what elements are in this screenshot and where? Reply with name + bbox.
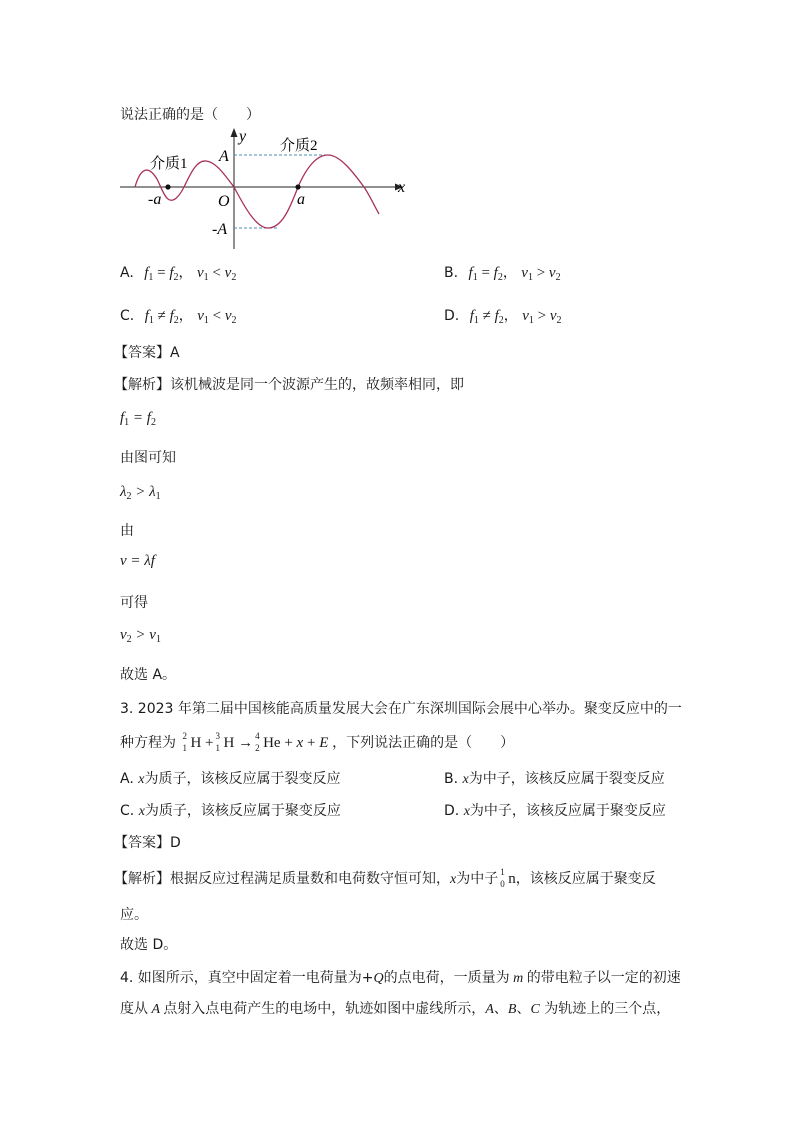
question-4-text: 的点电荷，一质量为 [383,970,510,986]
label-amplitude: A [219,148,229,165]
question-3-line-1: 3. 2023 年第二届中国核能高质量发展大会在广东深圳国际会展中心举办。聚变反应中的一 [120,701,682,717]
point-neg-a [165,184,170,189]
option-text: 为中子，该核反应属于裂变反应 [468,771,665,787]
option-letter: A. [120,771,134,787]
option-relation: = [481,265,490,281]
option-letter: B. [444,265,459,281]
option-d: D. x为中子，该核反应属于聚变反应 [444,803,666,819]
question-4-line-2: 度从 A 点射入点电荷产生的电场中，轨迹如图中虚线所示，A、B、C 为轨迹上的三个点， [120,1001,671,1017]
wave-figure [118,124,418,254]
question-3-text: ，下列说法正确的是（ ） [332,735,515,751]
option-letter: D. [444,308,460,324]
option-relation: < [212,265,221,281]
option-b: B. x为中子，该核反应属于裂变反应 [444,771,665,787]
equation-f1-f2: $f_1 = f_2$ [120,410,156,428]
equation-v-lambda-f: v = λf [120,553,155,569]
y-axis-arrow-icon [231,128,238,137]
label-medium-2: 介质2 [280,138,318,154]
wave-medium-2 [234,155,379,228]
question-3-text: 种方程为 [120,735,176,751]
step-text: 由图可知 [120,450,176,466]
option-relation: ≠ [482,308,491,324]
option-c: C. x为质子，该核反应属于聚变反应 [120,803,341,819]
conclusion: 故选 A。 [120,667,177,683]
answer-value: D [170,835,181,851]
analysis-tag: 【解析】 [114,871,170,887]
answer-line [114,342,180,362]
fusion-equation: 2 1 H + 3 1 H → 4 2 He + x + E [182,731,329,753]
label-x: x [398,179,406,196]
option-letter: C. [120,308,135,324]
analysis-text: ，该核反应属于聚变反 [515,871,656,887]
equation-velocity: $v_2 > v_1$ [120,627,161,645]
label-neg-amplitude: -A [212,221,228,238]
label-y: y [239,128,247,145]
label-a: a [297,191,305,208]
conclusion: 故选 D。 [120,937,178,953]
question-3-line-2 [120,732,514,752]
question-4-text: 的带电粒子以一定的初速 [526,970,681,986]
equation-wavelength: $\lambda_2 > \lambda_1$ [120,484,161,502]
option-text: 为中子，该核反应属于聚变反应 [469,803,666,819]
option-relation: = [157,265,166,281]
step-text: 由 [120,523,134,539]
option-letter: A. [120,265,134,281]
analysis-text: 该机械波是同一个波源产生的，故频率相同，即 [170,377,464,393]
answer-value: A [170,345,180,361]
label-origin: O [218,193,230,210]
option-relation: > [537,308,547,324]
option-letter: C. [120,803,135,819]
option-relation: ≠ [157,308,166,324]
question-4-line-1: 4. 如图所示，真空中固定着一电荷量为+Q的点电荷，一质量为 m 的带电粒子以一定的初速 [120,970,681,986]
analysis-text: 为中子 [456,871,499,887]
analysis-text: 根据反应过程满足质量数和电荷数守恒可知， [170,871,450,887]
label-neg-a: -a [148,191,162,208]
question-4-text: 度从 [120,1001,148,1017]
answer-tag: 【答案】 [114,345,170,361]
option-c: C. $f_1 \ne f_2$， $v_1 < v_2$ [120,308,237,326]
option-b: B. $f_1 = f_2$， $v_1 > v_2$ [444,265,561,283]
question-4-text: 为轨迹上的三个点， [544,1001,671,1017]
option-relation: < [212,308,222,324]
option-text: 为质子，该核反应属于聚变反应 [144,803,341,819]
question-4-text: 4. 如图所示，真空中固定着一电荷量为+ [120,970,374,986]
answer-line [114,832,181,852]
analysis-line [114,374,464,394]
option-d: D. $f_1 \ne f_2$， $v_1 > v_2$ [444,308,562,326]
question-4-text: 点射入点电荷产生的电场中，轨迹如图中虚线所示， [163,1001,486,1017]
question-stem-tail: 说法正确的是（ ） [120,107,260,123]
step-text: 可得 [120,595,148,611]
label-medium-1: 介质1 [150,156,188,172]
option-a: A. $f_1 = f_2$， $v_1 < v_2$ [120,265,237,283]
analysis-line-2: 应。 [120,907,148,923]
answer-tag: 【答案】 [114,835,170,851]
analysis-tag: 【解析】 [114,377,170,393]
option-relation: > [536,265,546,281]
option-a: A. x为质子，该核反应属于裂变反应 [120,771,341,787]
point-a [295,184,300,189]
analysis-line: 【解析】根据反应过程满足质量数和电荷数守恒可知，x为中子 1 0 n，该核反应属于聚变反 [114,867,656,889]
option-text: 为质子，该核反应属于裂变反应 [144,771,341,787]
option-letter: D. [444,803,460,819]
option-letter: B. [444,771,459,787]
